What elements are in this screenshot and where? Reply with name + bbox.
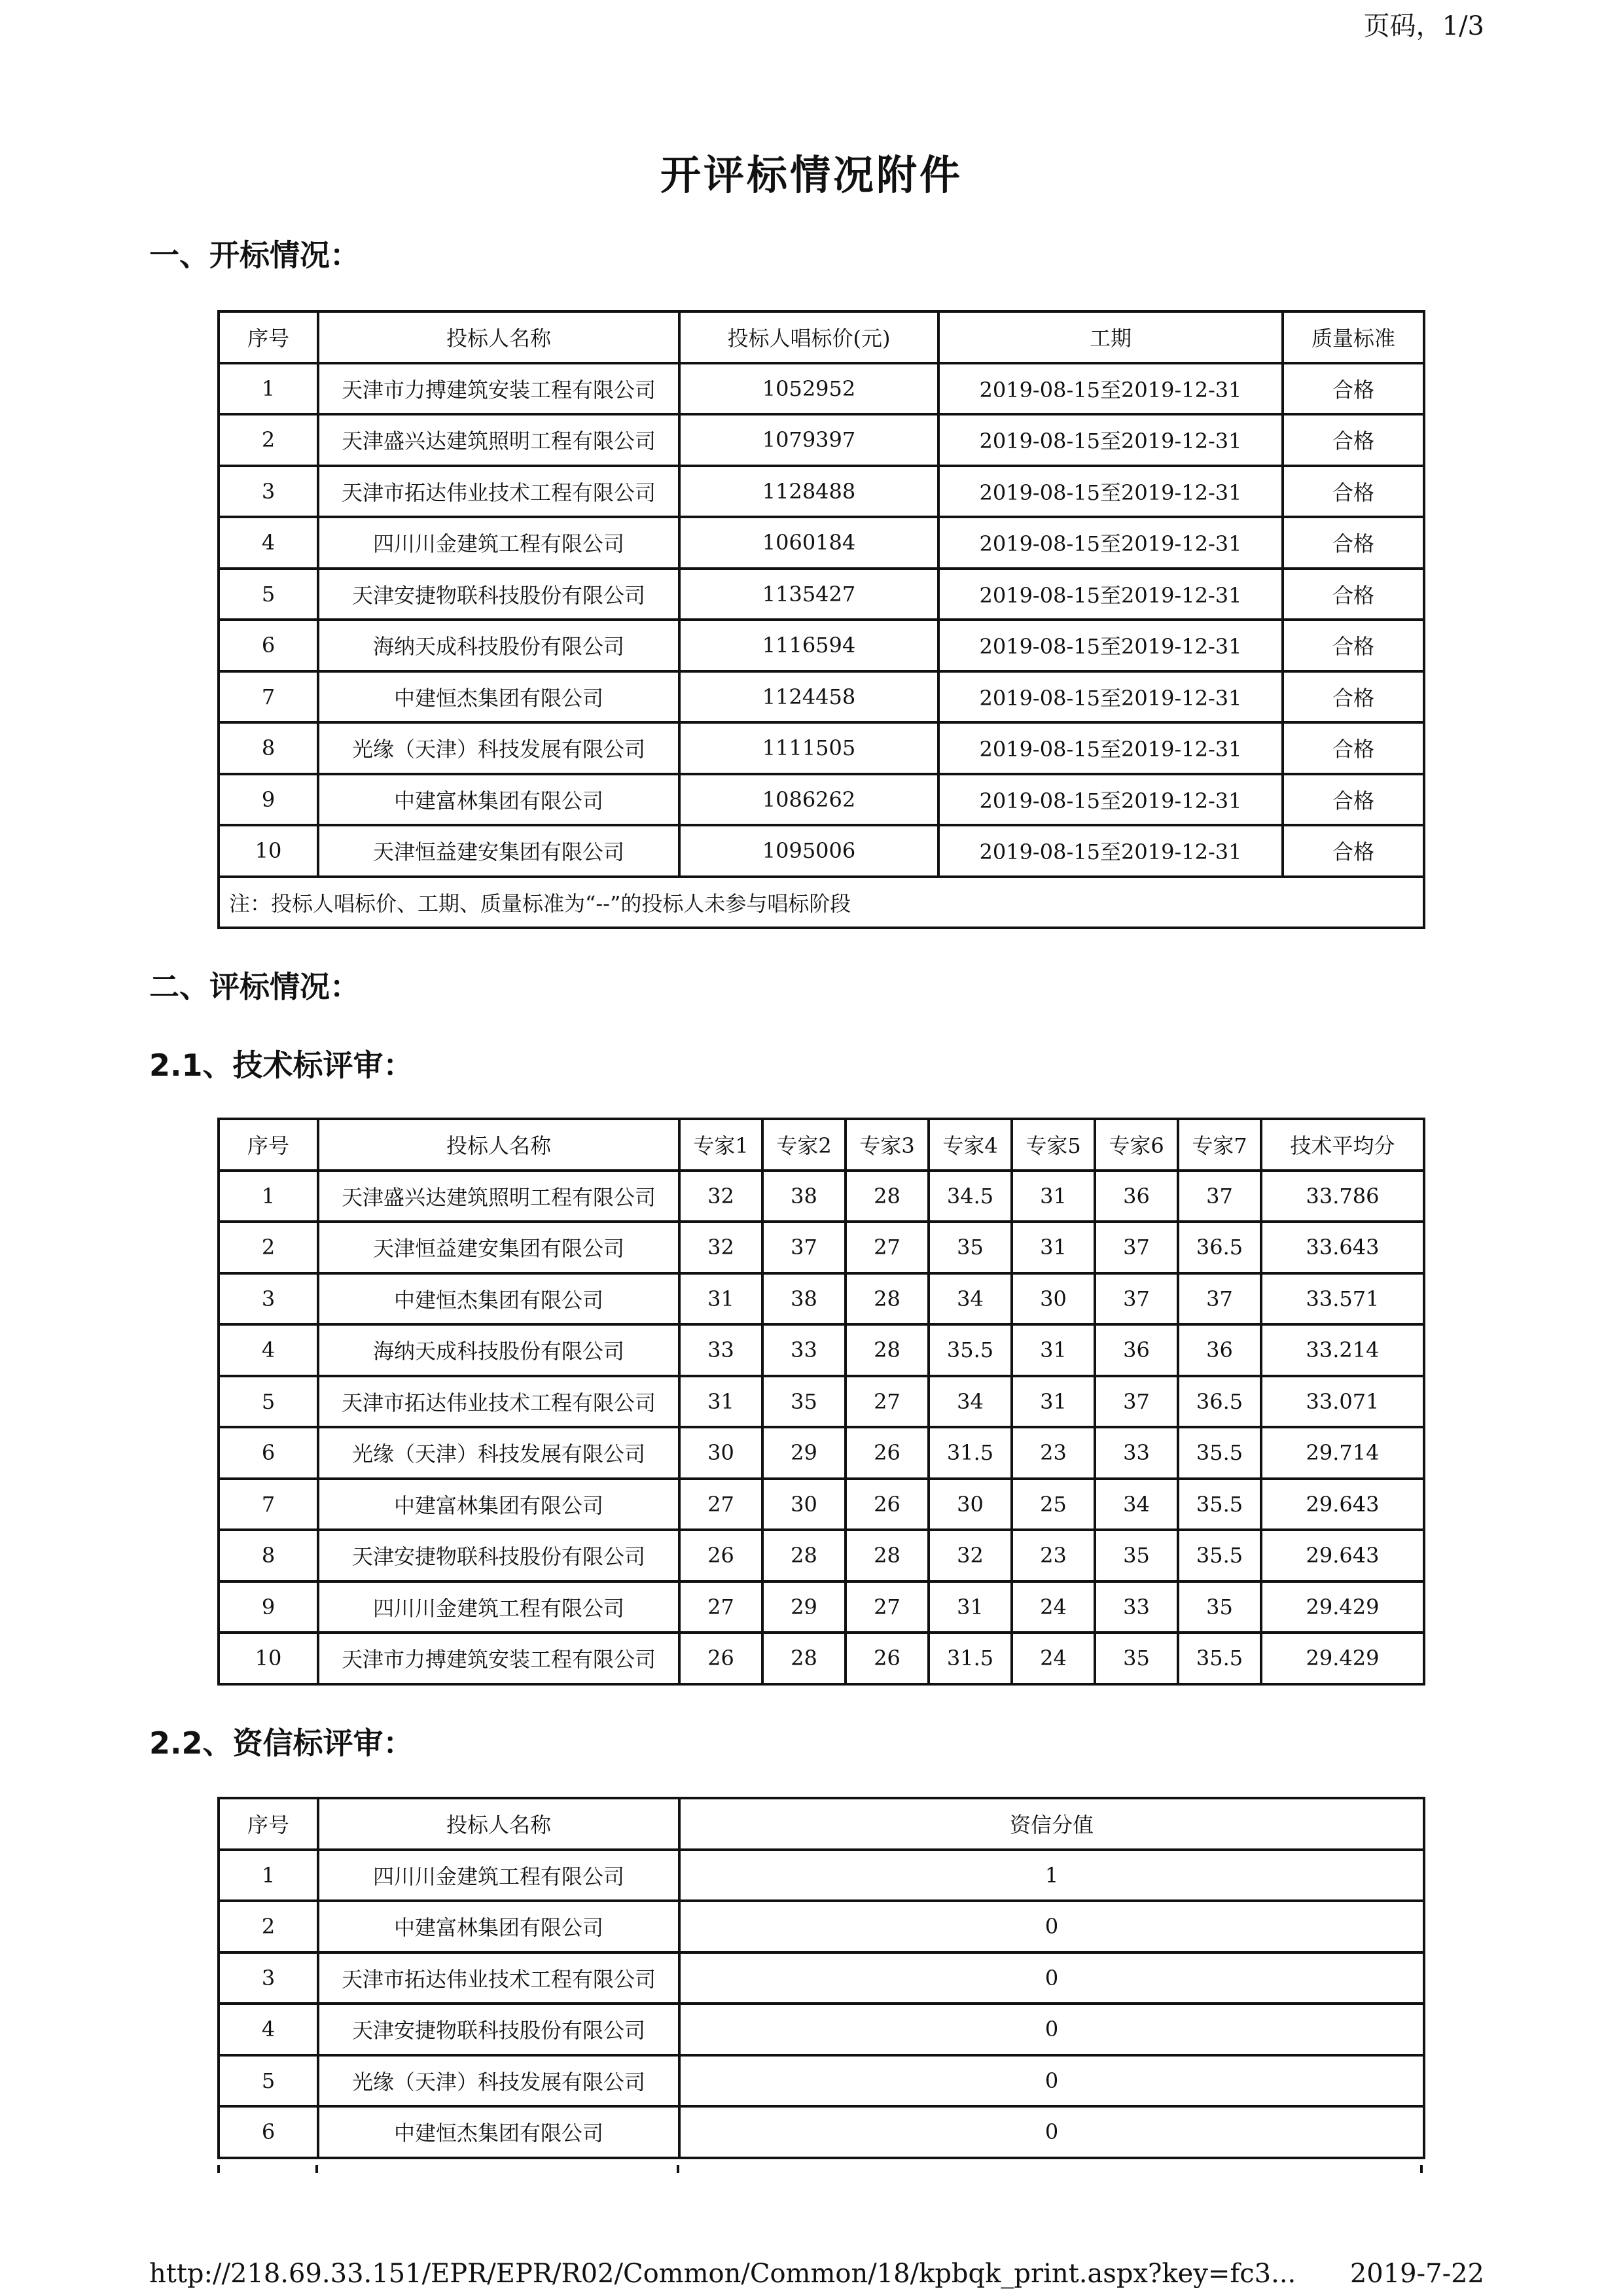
table-row xyxy=(219,1530,1424,1581)
table-cell: 29.714 xyxy=(1261,1427,1424,1479)
table-cell: 2019-08-15至2019-12-31 xyxy=(938,671,1283,723)
table-row xyxy=(219,414,1424,466)
table-cell: 35 xyxy=(1095,1530,1178,1581)
table-cell: 4 xyxy=(219,1324,318,1376)
table-cell: 32 xyxy=(929,1530,1012,1581)
table-cell: 5 xyxy=(219,569,318,620)
table-cell: 2019-08-15至2019-12-31 xyxy=(938,517,1283,569)
table-cell: 27 xyxy=(846,1581,929,1633)
table-row xyxy=(219,1273,1424,1325)
table-cell: 1052952 xyxy=(679,363,938,415)
table-cell: 30 xyxy=(929,1479,1012,1530)
table-cell: 29.643 xyxy=(1261,1479,1424,1530)
table-cell: 33.643 xyxy=(1261,1222,1424,1273)
table-cell: 1116594 xyxy=(679,620,938,671)
table-header-row xyxy=(219,1798,1424,1850)
table-cell: 28 xyxy=(762,1530,846,1581)
table-continuation-line xyxy=(1420,2165,1423,2173)
table-row xyxy=(219,825,1424,877)
table-cell: 31.5 xyxy=(929,1633,1012,1684)
table-cell: 0 xyxy=(679,2106,1424,2158)
table-cell: 6 xyxy=(219,1427,318,1479)
table-row xyxy=(219,1479,1424,1530)
table-cell: 中建富林集团有限公司 xyxy=(318,774,679,826)
column-header: 工期 xyxy=(938,311,1283,363)
table-cell: 34 xyxy=(929,1376,1012,1428)
table-cell: 37 xyxy=(1095,1222,1178,1273)
table-cell: 27 xyxy=(846,1222,929,1273)
table-cell: 36 xyxy=(1095,1324,1178,1376)
table-cell: 34.5 xyxy=(929,1171,1012,1222)
table-cell: 天津安捷物联科技股份有限公司 xyxy=(318,1530,679,1581)
table-cell: 33.786 xyxy=(1261,1171,1424,1222)
table-cell: 6 xyxy=(219,2106,318,2158)
table-cell: 中建恒杰集团有限公司 xyxy=(318,1273,679,1325)
table-cell: 1 xyxy=(679,1850,1424,1901)
table-cell: 10 xyxy=(219,825,318,877)
column-header: 资信分值 xyxy=(679,1798,1424,1850)
table-cell: 合格 xyxy=(1283,774,1424,826)
table-row xyxy=(219,1952,1424,2004)
table-row xyxy=(219,569,1424,620)
table-row xyxy=(219,671,1424,723)
table-cell: 26 xyxy=(846,1479,929,1530)
table-cell: 1 xyxy=(219,1171,318,1222)
table-cell: 4 xyxy=(219,517,318,569)
table-cell: 35 xyxy=(1095,1633,1178,1684)
table-row xyxy=(219,2004,1424,2055)
table-cell: 38 xyxy=(762,1273,846,1325)
table-cell: 29 xyxy=(762,1581,846,1633)
table-cell: 29.429 xyxy=(1261,1581,1424,1633)
table-cell: 25 xyxy=(1012,1479,1095,1530)
table-cell: 37 xyxy=(1095,1273,1178,1325)
table-cell: 1 xyxy=(219,1850,318,1901)
table-row xyxy=(219,1901,1424,1952)
table-cell: 27 xyxy=(846,1376,929,1428)
table-cell: 合格 xyxy=(1283,466,1424,518)
column-header: 序号 xyxy=(219,311,318,363)
table-cell: 37 xyxy=(1095,1376,1178,1428)
column-header: 专家2 xyxy=(762,1119,846,1171)
table-cell: 海纳天成科技股份有限公司 xyxy=(318,620,679,671)
table-cell: 合格 xyxy=(1283,722,1424,774)
table-cell: 中建恒杰集团有限公司 xyxy=(318,671,679,723)
table-row xyxy=(219,620,1424,671)
table-cell: 8 xyxy=(219,722,318,774)
table-cell: 35.5 xyxy=(929,1324,1012,1376)
table-cell: 5 xyxy=(219,2055,318,2107)
column-header: 序号 xyxy=(219,1798,318,1850)
table-note: 注：投标人唱标价、工期、质量标准为“--”的投标人未参与唱标阶段 xyxy=(219,877,1424,928)
table-cell: 1 xyxy=(219,363,318,415)
table-cell: 28 xyxy=(846,1324,929,1376)
table-cell: 天津盛兴达建筑照明工程有限公司 xyxy=(318,1171,679,1222)
credit-review-table xyxy=(217,1797,1425,2159)
column-header: 专家6 xyxy=(1095,1119,1178,1171)
column-header: 投标人唱标价(元) xyxy=(679,311,938,363)
table-cell: 8 xyxy=(219,1530,318,1581)
table-cell: 27 xyxy=(679,1581,762,1633)
table-cell: 1060184 xyxy=(679,517,938,569)
table-cell: 中建富林集团有限公司 xyxy=(318,1901,679,1952)
table-cell: 合格 xyxy=(1283,671,1424,723)
table-cell: 天津恒益建安集团有限公司 xyxy=(318,825,679,877)
table-cell: 23 xyxy=(1012,1530,1095,1581)
table-cell: 35 xyxy=(762,1376,846,1428)
table-cell: 31.5 xyxy=(929,1427,1012,1479)
table-cell: 3 xyxy=(219,1273,318,1325)
table-cell: 37 xyxy=(762,1222,846,1273)
table-note-row xyxy=(219,877,1424,928)
table-cell: 1124458 xyxy=(679,671,938,723)
table-continuation-line xyxy=(677,2165,679,2173)
table-cell: 28 xyxy=(762,1633,846,1684)
table-cell: 33.071 xyxy=(1261,1376,1424,1428)
table-cell: 0 xyxy=(679,2055,1424,2107)
table-cell: 31 xyxy=(1012,1222,1095,1273)
table-row xyxy=(219,2055,1424,2107)
table-cell: 四川川金建筑工程有限公司 xyxy=(318,517,679,569)
table-cell: 2019-08-15至2019-12-31 xyxy=(938,825,1283,877)
table-cell: 26 xyxy=(846,1633,929,1684)
table-cell: 33.571 xyxy=(1261,1273,1424,1325)
table-cell: 天津安捷物联科技股份有限公司 xyxy=(318,2004,679,2055)
table-cell: 35.5 xyxy=(1178,1633,1261,1684)
table-cell: 23 xyxy=(1012,1427,1095,1479)
column-header: 专家5 xyxy=(1012,1119,1095,1171)
table-cell: 35.5 xyxy=(1178,1427,1261,1479)
table-cell: 天津盛兴达建筑照明工程有限公司 xyxy=(318,414,679,466)
table-cell: 光缘（天津）科技发展有限公司 xyxy=(318,1427,679,1479)
table-cell: 35 xyxy=(929,1222,1012,1273)
table-row xyxy=(219,466,1424,518)
column-header: 投标人名称 xyxy=(318,1798,679,1850)
table-cell: 28 xyxy=(846,1530,929,1581)
table-cell: 26 xyxy=(679,1633,762,1684)
table-cell: 32 xyxy=(679,1171,762,1222)
table-cell: 26 xyxy=(846,1427,929,1479)
table-cell: 3 xyxy=(219,1952,318,2004)
table-cell: 35.5 xyxy=(1178,1530,1261,1581)
table-cell: 四川川金建筑工程有限公司 xyxy=(318,1581,679,1633)
table-cell: 天津市力搏建筑安装工程有限公司 xyxy=(318,1633,679,1684)
section-heading-technical-review: 2.1、技术标评审： xyxy=(149,1048,414,1083)
bid-opening-table xyxy=(217,310,1425,929)
table-continuation-line xyxy=(217,2165,220,2173)
table-cell: 29.429 xyxy=(1261,1633,1424,1684)
table-cell: 合格 xyxy=(1283,363,1424,415)
section-heading-evaluation: 二、评标情况： xyxy=(149,969,360,1004)
table-cell: 合格 xyxy=(1283,569,1424,620)
table-cell: 合格 xyxy=(1283,414,1424,466)
table-cell: 29.643 xyxy=(1261,1530,1424,1581)
table-row xyxy=(219,1222,1424,1273)
table-cell: 33.214 xyxy=(1261,1324,1424,1376)
table-cell: 2019-08-15至2019-12-31 xyxy=(938,569,1283,620)
table-cell: 7 xyxy=(219,671,318,723)
table-cell: 33 xyxy=(679,1324,762,1376)
table-cell: 合格 xyxy=(1283,620,1424,671)
table-cell: 9 xyxy=(219,774,318,826)
table-cell: 天津安捷物联科技股份有限公司 xyxy=(318,569,679,620)
table-cell: 31 xyxy=(1012,1376,1095,1428)
table-row xyxy=(219,722,1424,774)
table-cell: 33 xyxy=(762,1324,846,1376)
table-cell: 四川川金建筑工程有限公司 xyxy=(318,1850,679,1901)
table-cell: 24 xyxy=(1012,1633,1095,1684)
table-cell: 34 xyxy=(929,1273,1012,1325)
column-header: 专家7 xyxy=(1178,1119,1261,1171)
table-cell: 中建富林集团有限公司 xyxy=(318,1479,679,1530)
footer-url: http://218.69.33.151/EPR/EPR/R02/Common/Common/18/kpbqk_print.aspx?key=fc3... xyxy=(149,2259,1296,2289)
table-cell: 7 xyxy=(219,1479,318,1530)
table-cell: 1086262 xyxy=(679,774,938,826)
table-cell: 2 xyxy=(219,1222,318,1273)
table-cell: 天津市拓达伟业技术工程有限公司 xyxy=(318,1952,679,2004)
table-cell: 30 xyxy=(1012,1273,1095,1325)
table-cell: 光缘（天津）科技发展有限公司 xyxy=(318,722,679,774)
table-cell: 4 xyxy=(219,2004,318,2055)
table-row xyxy=(219,1427,1424,1479)
table-cell: 31 xyxy=(679,1376,762,1428)
column-header: 技术平均分 xyxy=(1261,1119,1424,1171)
table-row xyxy=(219,1171,1424,1222)
column-header: 质量标准 xyxy=(1283,311,1424,363)
document-title: 开评标情况附件 xyxy=(660,151,963,199)
footer-date: 2019-7-22 xyxy=(1349,2259,1484,2289)
column-header: 投标人名称 xyxy=(318,311,679,363)
table-row xyxy=(219,1850,1424,1901)
table-cell: 2019-08-15至2019-12-31 xyxy=(938,414,1283,466)
table-row xyxy=(219,1633,1424,1684)
table-cell: 30 xyxy=(762,1479,846,1530)
table-cell: 32 xyxy=(679,1222,762,1273)
table-cell: 2 xyxy=(219,414,318,466)
technical-review-table xyxy=(217,1118,1425,1686)
column-header: 序号 xyxy=(219,1119,318,1171)
table-cell: 30 xyxy=(679,1427,762,1479)
table-cell: 35.5 xyxy=(1178,1479,1261,1530)
table-cell: 36 xyxy=(1095,1171,1178,1222)
table-cell: 37 xyxy=(1178,1273,1261,1325)
column-header: 投标人名称 xyxy=(318,1119,679,1171)
column-header: 专家1 xyxy=(679,1119,762,1171)
table-cell: 34 xyxy=(1095,1479,1178,1530)
table-cell: 31 xyxy=(1012,1171,1095,1222)
table-cell: 33 xyxy=(1095,1427,1178,1479)
table-cell: 37 xyxy=(1178,1171,1261,1222)
table-cell: 1128488 xyxy=(679,466,938,518)
table-cell: 1079397 xyxy=(679,414,938,466)
table-cell: 33 xyxy=(1095,1581,1178,1633)
table-row xyxy=(219,517,1424,569)
table-cell: 2019-08-15至2019-12-31 xyxy=(938,620,1283,671)
table-cell: 5 xyxy=(219,1376,318,1428)
table-cell: 38 xyxy=(762,1171,846,1222)
table-cell: 海纳天成科技股份有限公司 xyxy=(318,1324,679,1376)
table-cell: 36 xyxy=(1178,1324,1261,1376)
table-cell: 36.5 xyxy=(1178,1376,1261,1428)
table-cell: 6 xyxy=(219,620,318,671)
section-heading-bid-opening: 一、开标情况： xyxy=(149,238,360,273)
table-cell: 中建恒杰集团有限公司 xyxy=(318,2106,679,2158)
table-row xyxy=(219,1581,1424,1633)
table-cell: 35 xyxy=(1178,1581,1261,1633)
table-cell: 3 xyxy=(219,466,318,518)
column-header: 专家4 xyxy=(929,1119,1012,1171)
table-row xyxy=(219,1376,1424,1428)
page-number: 页码，1/3 xyxy=(1363,11,1484,41)
table-cell: 24 xyxy=(1012,1581,1095,1633)
table-cell: 27 xyxy=(679,1479,762,1530)
table-cell: 1111505 xyxy=(679,722,938,774)
table-row xyxy=(219,774,1424,826)
table-cell: 28 xyxy=(846,1273,929,1325)
table-row xyxy=(219,2106,1424,2158)
table-cell: 0 xyxy=(679,1952,1424,2004)
table-cell: 10 xyxy=(219,1633,318,1684)
table-row xyxy=(219,363,1424,415)
table-row xyxy=(219,1324,1424,1376)
table-cell: 31 xyxy=(1012,1324,1095,1376)
table-cell: 合格 xyxy=(1283,825,1424,877)
table-header-row xyxy=(219,1119,1424,1171)
table-cell: 0 xyxy=(679,2004,1424,2055)
table-cell: 36.5 xyxy=(1178,1222,1261,1273)
table-cell: 0 xyxy=(679,1901,1424,1952)
section-heading-credit-review: 2.2、资信标评审： xyxy=(149,1725,414,1761)
table-cell: 29 xyxy=(762,1427,846,1479)
column-header: 专家3 xyxy=(846,1119,929,1171)
table-cell: 9 xyxy=(219,1581,318,1633)
table-header-row xyxy=(219,311,1424,363)
table-cell: 2019-08-15至2019-12-31 xyxy=(938,774,1283,826)
table-cell: 光缘（天津）科技发展有限公司 xyxy=(318,2055,679,2107)
table-cell: 2 xyxy=(219,1901,318,1952)
table-cell: 28 xyxy=(846,1171,929,1222)
table-cell: 2019-08-15至2019-12-31 xyxy=(938,363,1283,415)
table-cell: 2019-08-15至2019-12-31 xyxy=(938,466,1283,518)
table-cell: 1135427 xyxy=(679,569,938,620)
table-cell: 合格 xyxy=(1283,517,1424,569)
table-cell: 2019-08-15至2019-12-31 xyxy=(938,722,1283,774)
table-cell: 31 xyxy=(929,1581,1012,1633)
table-continuation-line xyxy=(315,2165,318,2173)
table-cell: 天津市拓达伟业技术工程有限公司 xyxy=(318,1376,679,1428)
table-cell: 1095006 xyxy=(679,825,938,877)
table-cell: 天津市力搏建筑安装工程有限公司 xyxy=(318,363,679,415)
table-cell: 天津恒益建安集团有限公司 xyxy=(318,1222,679,1273)
table-cell: 26 xyxy=(679,1530,762,1581)
table-cell: 31 xyxy=(679,1273,762,1325)
table-cell: 天津市拓达伟业技术工程有限公司 xyxy=(318,466,679,518)
